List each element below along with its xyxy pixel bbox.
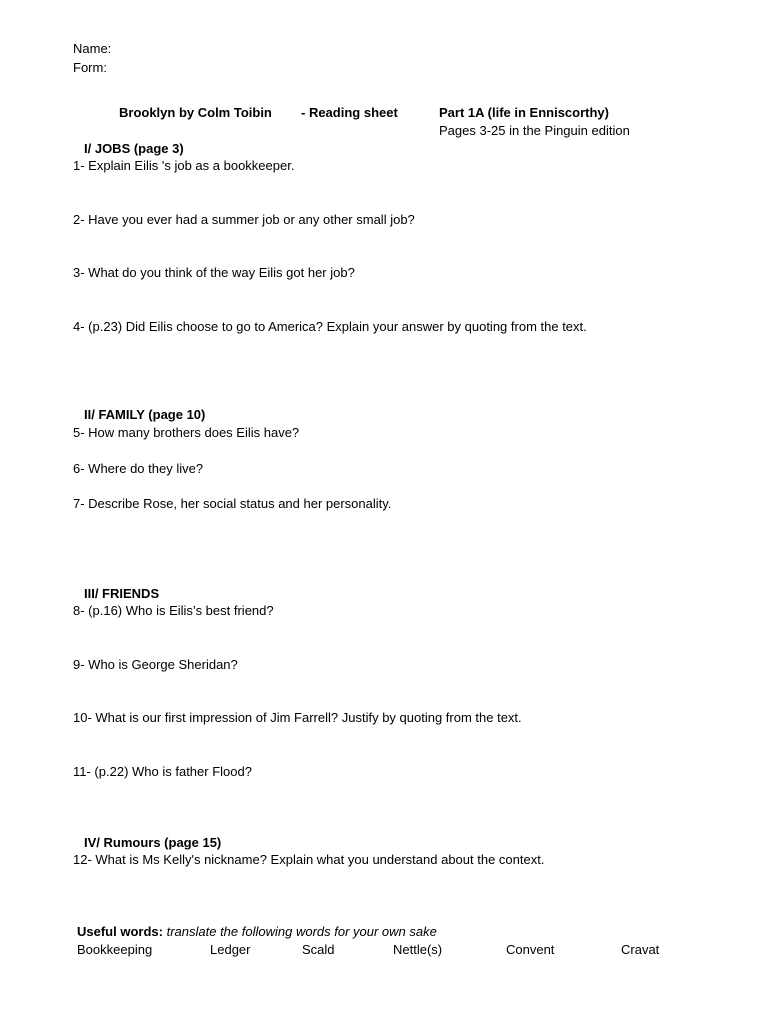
sheet-title: - Reading sheet (301, 105, 398, 120)
question-11: 11- (p.22) Who is father Flood? (73, 764, 252, 779)
vocab-word: Nettle(s) (393, 942, 443, 957)
pages-note: Pages 3-25 in the Pinguin edition (439, 123, 630, 138)
question-2: 2- Have you ever had a summer job or any other small job? (73, 212, 415, 227)
question-5: 5- How many brothers does Eilis have? (73, 425, 300, 440)
part-title: Part 1A (life in Enniscorthy) (439, 105, 609, 120)
vocab-word: Ledger (210, 942, 251, 957)
question-10: 10- What is our first impression of Jim Farrell? Justify by quoting from the text. (73, 710, 522, 725)
useful-words-instruction: translate the following words for your own sake (166, 924, 437, 939)
form-label: Form: (73, 60, 107, 75)
name-label: Name: (73, 41, 112, 56)
vocab-word: Scald (302, 942, 335, 957)
section-heading-rumours: IV/ Rumours (page 15) (84, 835, 222, 850)
question-8: 8- (p.16) Who is Eilis’s best friend? (73, 603, 274, 618)
question-6: 6- Where do they live? (73, 461, 204, 476)
section-heading-friends: III/ FRIENDS (84, 586, 160, 601)
vocab-word: Bookkeeping (77, 942, 153, 957)
question-1: 1- Explain Eilis 's job as a bookkeeper. (73, 158, 295, 173)
useful-words-label: Useful words: (77, 924, 163, 939)
vocab-word: Cravat (621, 942, 660, 957)
useful-words-line (77, 923, 437, 941)
vocab-word: Convent (506, 942, 555, 957)
question-3: 3- What do you think of the way Eilis got her job? (73, 265, 355, 280)
question-9: 9- Who is George Sheridan? (73, 657, 238, 672)
section-heading-family: II/ FAMILY (page 10) (84, 407, 206, 422)
question-7: 7- Describe Rose, her social status and her personality. (73, 496, 392, 511)
question-4: 4- (p.23) Did Eilis choose to go to America? Explain your answer by quoting from the text. (73, 319, 587, 334)
question-12: 12- What is Ms Kelly's nickname? Explain what you understand about the context. (73, 852, 545, 867)
book-title: Brooklyn by Colm Toibin (119, 105, 272, 120)
section-heading-jobs: I/ JOBS (page 3) (84, 141, 184, 156)
